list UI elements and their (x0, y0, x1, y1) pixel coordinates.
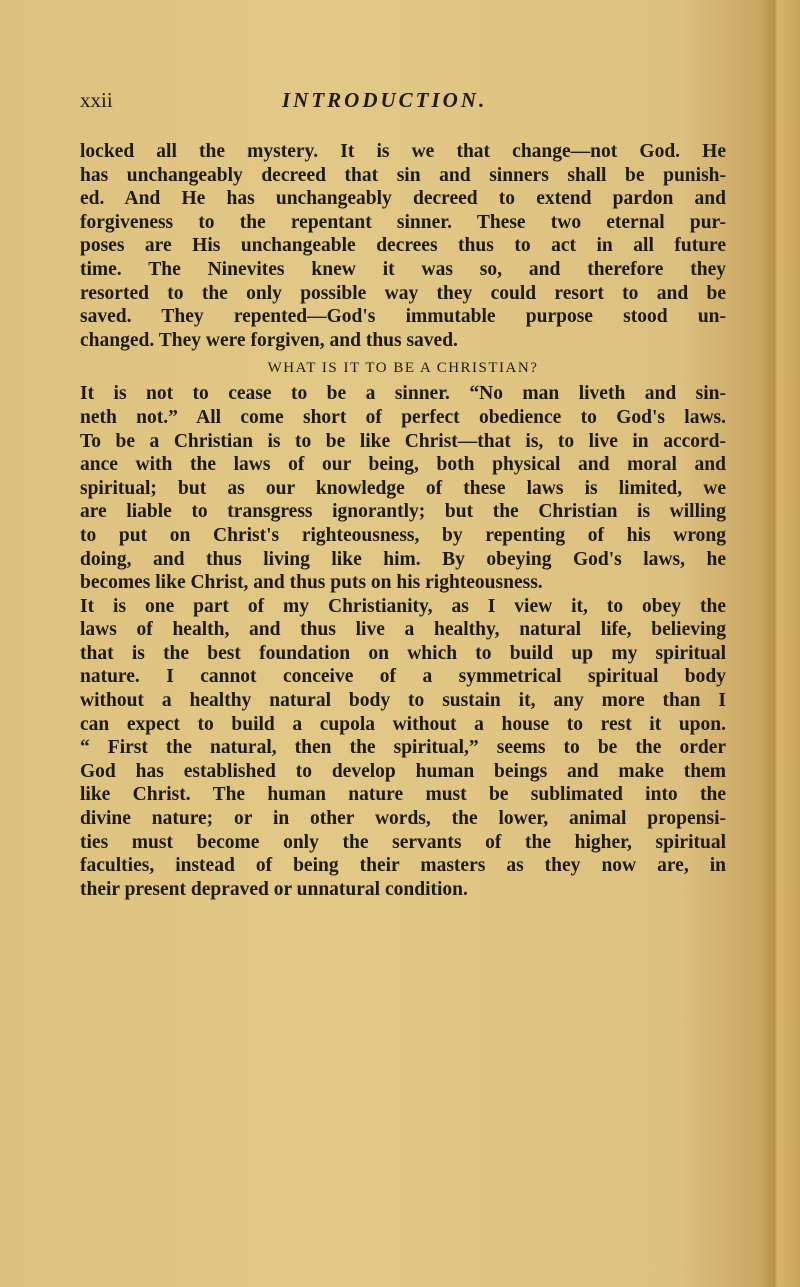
text-line: To be a Christian is to be like Christ—that is, to live in accord- (80, 430, 726, 452)
text-line: “ First the natural, then the spiritual,” seems to be the order (80, 737, 726, 759)
running-title: INTRODUCTION. (282, 88, 488, 112)
text-line: nature. I cannot conceive of a symmetrical spiritual body (80, 666, 726, 688)
text-line: like Christ. The human nature must be sublimated into the (80, 784, 726, 806)
text-line: without a healthy natural body to sustain it, any more than I (80, 690, 726, 712)
text-line: resorted to the only possible way they could resort to and be (80, 282, 726, 304)
text-line: ance with the laws of our being, both physical and moral and (80, 454, 726, 476)
text-line: God has established to develop human beings and make them (80, 760, 726, 782)
paragraph-1 (80, 140, 726, 352)
text-line: their present depraved or unnatural condition. (80, 878, 468, 900)
text-line: faculties, instead of being their masters as they now are, in (80, 855, 726, 877)
section-heading: WHAT IS IT TO BE A CHRISTIAN? (267, 360, 539, 377)
paragraph-2 (80, 382, 726, 594)
text-line: spiritual; but as our knowledge of these laws is limited, we (80, 477, 726, 499)
text-line: changed. They were forgiven, and thus saved. (80, 329, 458, 351)
text-line: ed. And He has unchangeably decreed to extend pardon and (80, 188, 726, 210)
text-line: forgiveness to the repentant sinner. These two eternal pur- (80, 211, 726, 233)
text-line: can expect to build a cupola without a house to rest it upon. (80, 713, 726, 735)
text-line: poses are His unchangeable decrees thus to act in all future (80, 235, 726, 257)
text-line: ties must become only the servants of the higher, spiritual (80, 831, 726, 853)
text-line: It is not to cease to be a sinner. “No man liveth and sin- (80, 383, 726, 405)
text-line: It is one part of my Christianity, as I view it, to obey the (80, 595, 726, 617)
text-line: doing, and thus living like him. By obeying God's laws, he (80, 548, 726, 570)
text-line: divine nature; or in other words, the lower, animal propensi- (80, 808, 726, 830)
text-line: becomes like Christ, and thus puts on his righteousness. (80, 572, 543, 594)
text-line: has unchangeably decreed that sin and sinners shall be punish- (80, 164, 726, 186)
text-line: laws of health, and thus live a healthy, natural life, believing (80, 619, 726, 641)
paragraph-3 (80, 595, 726, 902)
text-line: neth not.” All come short of perfect obedience to God's laws. (80, 406, 726, 428)
page-body (80, 140, 726, 901)
text-line: are liable to transgress ignorantly; but the Christian is willing (80, 501, 726, 523)
text-line: that is the best foundation on which to build up my spiritual (80, 642, 726, 664)
text-line: saved. They repented—God's immutable purpose stood un- (80, 306, 726, 328)
text-line: locked all the mystery. It is we that change—not God. He (80, 141, 726, 162)
text-line: to put on Christ's righteousness, by repenting of his wrong (80, 524, 726, 546)
running-header (80, 88, 726, 118)
text-line: time. The Ninevites knew it was so, and therefore they (80, 258, 726, 280)
page-number: xxii (80, 88, 113, 112)
